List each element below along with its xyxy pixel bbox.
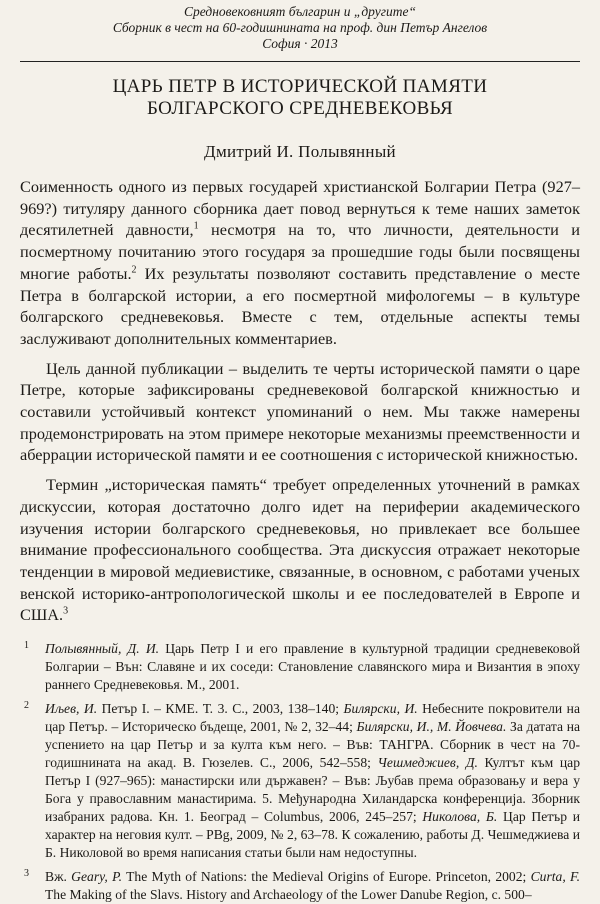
footnote-1 xyxy=(20,640,580,694)
footnote-text: Небесните покровители на цар Петър. – Историческо бъдеще, 2001, № 2, 32–44; xyxy=(45,701,580,735)
footnote-text: За датата на успението на цар Петър и за култа към него. – Във: ТАНГРА. Сборник в чест на 70-годишнината на акад. В. Гюзелев. С., 2006, 542–558; xyxy=(45,719,581,771)
footnote-author: Билярски, И. xyxy=(343,701,418,717)
footnote-number: 2 xyxy=(24,700,29,712)
footnote-text: Петър I. – КМЕ. Т. 3. С., 2003, 138–140; xyxy=(97,701,344,717)
footnote-ref-2: 2 xyxy=(131,264,137,276)
paragraph-text: несмотря на то, что личности, деятельности и посмертному почитанию этого государя за прошедшие годы были посвящены многие работы. xyxy=(20,220,581,283)
running-header-title: Средновековният българин и „другите“ xyxy=(183,4,417,19)
footnote-3 xyxy=(20,868,580,904)
footnote-text: Царь Петр I и его правление в культурной традиции средневековой Болгарии – Вън: Славяне и их соседи: Становление славянского мира и Византия в эпоху раннего Средневековья. М., 2001. xyxy=(45,641,580,693)
footnote-text: Цар Петър и характер на неговия култ. – PBg, 2009, № 2, 63–78. К сожалению, работы Д. Чешмеджиева и Б. Николовой во время написания статьи были нам недоступны. xyxy=(45,809,580,861)
footnote-author: Чешмеджиев, Д. xyxy=(377,755,478,771)
article-author: Дмитрий И. Полывянный xyxy=(204,142,396,161)
running-header-subtitle: Сборник в чест на 60-годишнината на проф. дин Петър Ангелов xyxy=(112,20,488,35)
paragraph-text: Соименность одного из первых государей христианской Болгарии Петра (927–969?) титуляру данного сборника дает повод вернуться к теме наших заметок десятилетней давности, xyxy=(20,177,580,240)
footnote-author: Билярски, И., М. Йовчева. xyxy=(356,719,507,735)
footnote-author: Николова, Б. xyxy=(422,809,498,825)
running-header xyxy=(20,4,580,52)
body-paragraph-2: Цель данной публикации – выделить те черты исторической памяти о царе Петре, которые зафиксированы средневековой болгарской книжностью и составили устойчивый контекст упоминаний о нем. Мы также намерены продемонстрировать на этом примере некоторые механизмы преемственности и аберрации исторической памяти и ее соотношения с исторической книжностью. xyxy=(20,358,580,465)
paragraph-text: Их результаты позволяют составить представление о месте Петра в болгарской истории, а его посмертной мифологемы – в культуре болгарского средневековья. Вместе с тем, отдельные аспекты темы заслуживают дополнительных комментариев. xyxy=(20,263,581,348)
article-title xyxy=(20,76,580,120)
footnotes xyxy=(20,640,580,904)
footnote-number: 3 xyxy=(24,868,29,880)
footnote-text: The Making of the Slavs. History and Archaeology of the Lower Danube Region, c. 500– xyxy=(45,887,532,903)
footnote-author: Geary, P. xyxy=(71,869,123,885)
footnote-text: Вж. xyxy=(45,869,72,885)
article-body xyxy=(20,176,580,626)
footnote-author: Полывянный, Д. И. xyxy=(45,641,160,657)
footnote-text: The Myth of Nations: the Medieval Origins of Europe. Princeton, 2002; xyxy=(122,869,531,885)
footnote-ref-3: 3 xyxy=(63,605,69,617)
footnote-text: Култът към цар Петър I (927–965): манастирски или държавен? – Във: Љубав према образовању и вера у Бога у православним манастирима. 5. Међународна Хиландарска конференција. Зборник изабраних радова. Кн. 1. Београд – Columbus, 2006, 245–257; xyxy=(45,755,580,825)
body-paragraph-1 xyxy=(20,176,580,350)
footnote-author: Curta, F. xyxy=(530,869,580,885)
footnote-ref-1: 1 xyxy=(193,220,199,232)
footnote-2 xyxy=(20,700,580,862)
article-title-line-1: ЦАРЬ ПЕТР В ИСТОРИЧЕСКОЙ ПАМЯТИ xyxy=(112,76,488,97)
footnote-number: 1 xyxy=(24,640,29,652)
body-paragraph-3 xyxy=(20,474,580,626)
article-title-line-2: БОЛГАРСКОГО СРЕДНЕВЕКОВЬЯ xyxy=(146,98,454,119)
running-header-place-year: София · 2013 xyxy=(262,36,338,51)
header-rule xyxy=(20,61,580,62)
footnote-author: Иљев, И. xyxy=(45,701,98,717)
paragraph-text: Термин „историческая память“ требует определенных уточнений в рамках дискуссии, которая достаточно долго идет на периферии академического изучения истории болгарского средневековья, но привлекает все большее внимание профессионального сообщества. Эта дискуссия отражает некоторые тенденции в мировой медиевистике, связанные, в основном, с работами ученых венской историко-антропологической школы и ее последователей в Европе и США. xyxy=(20,475,580,625)
